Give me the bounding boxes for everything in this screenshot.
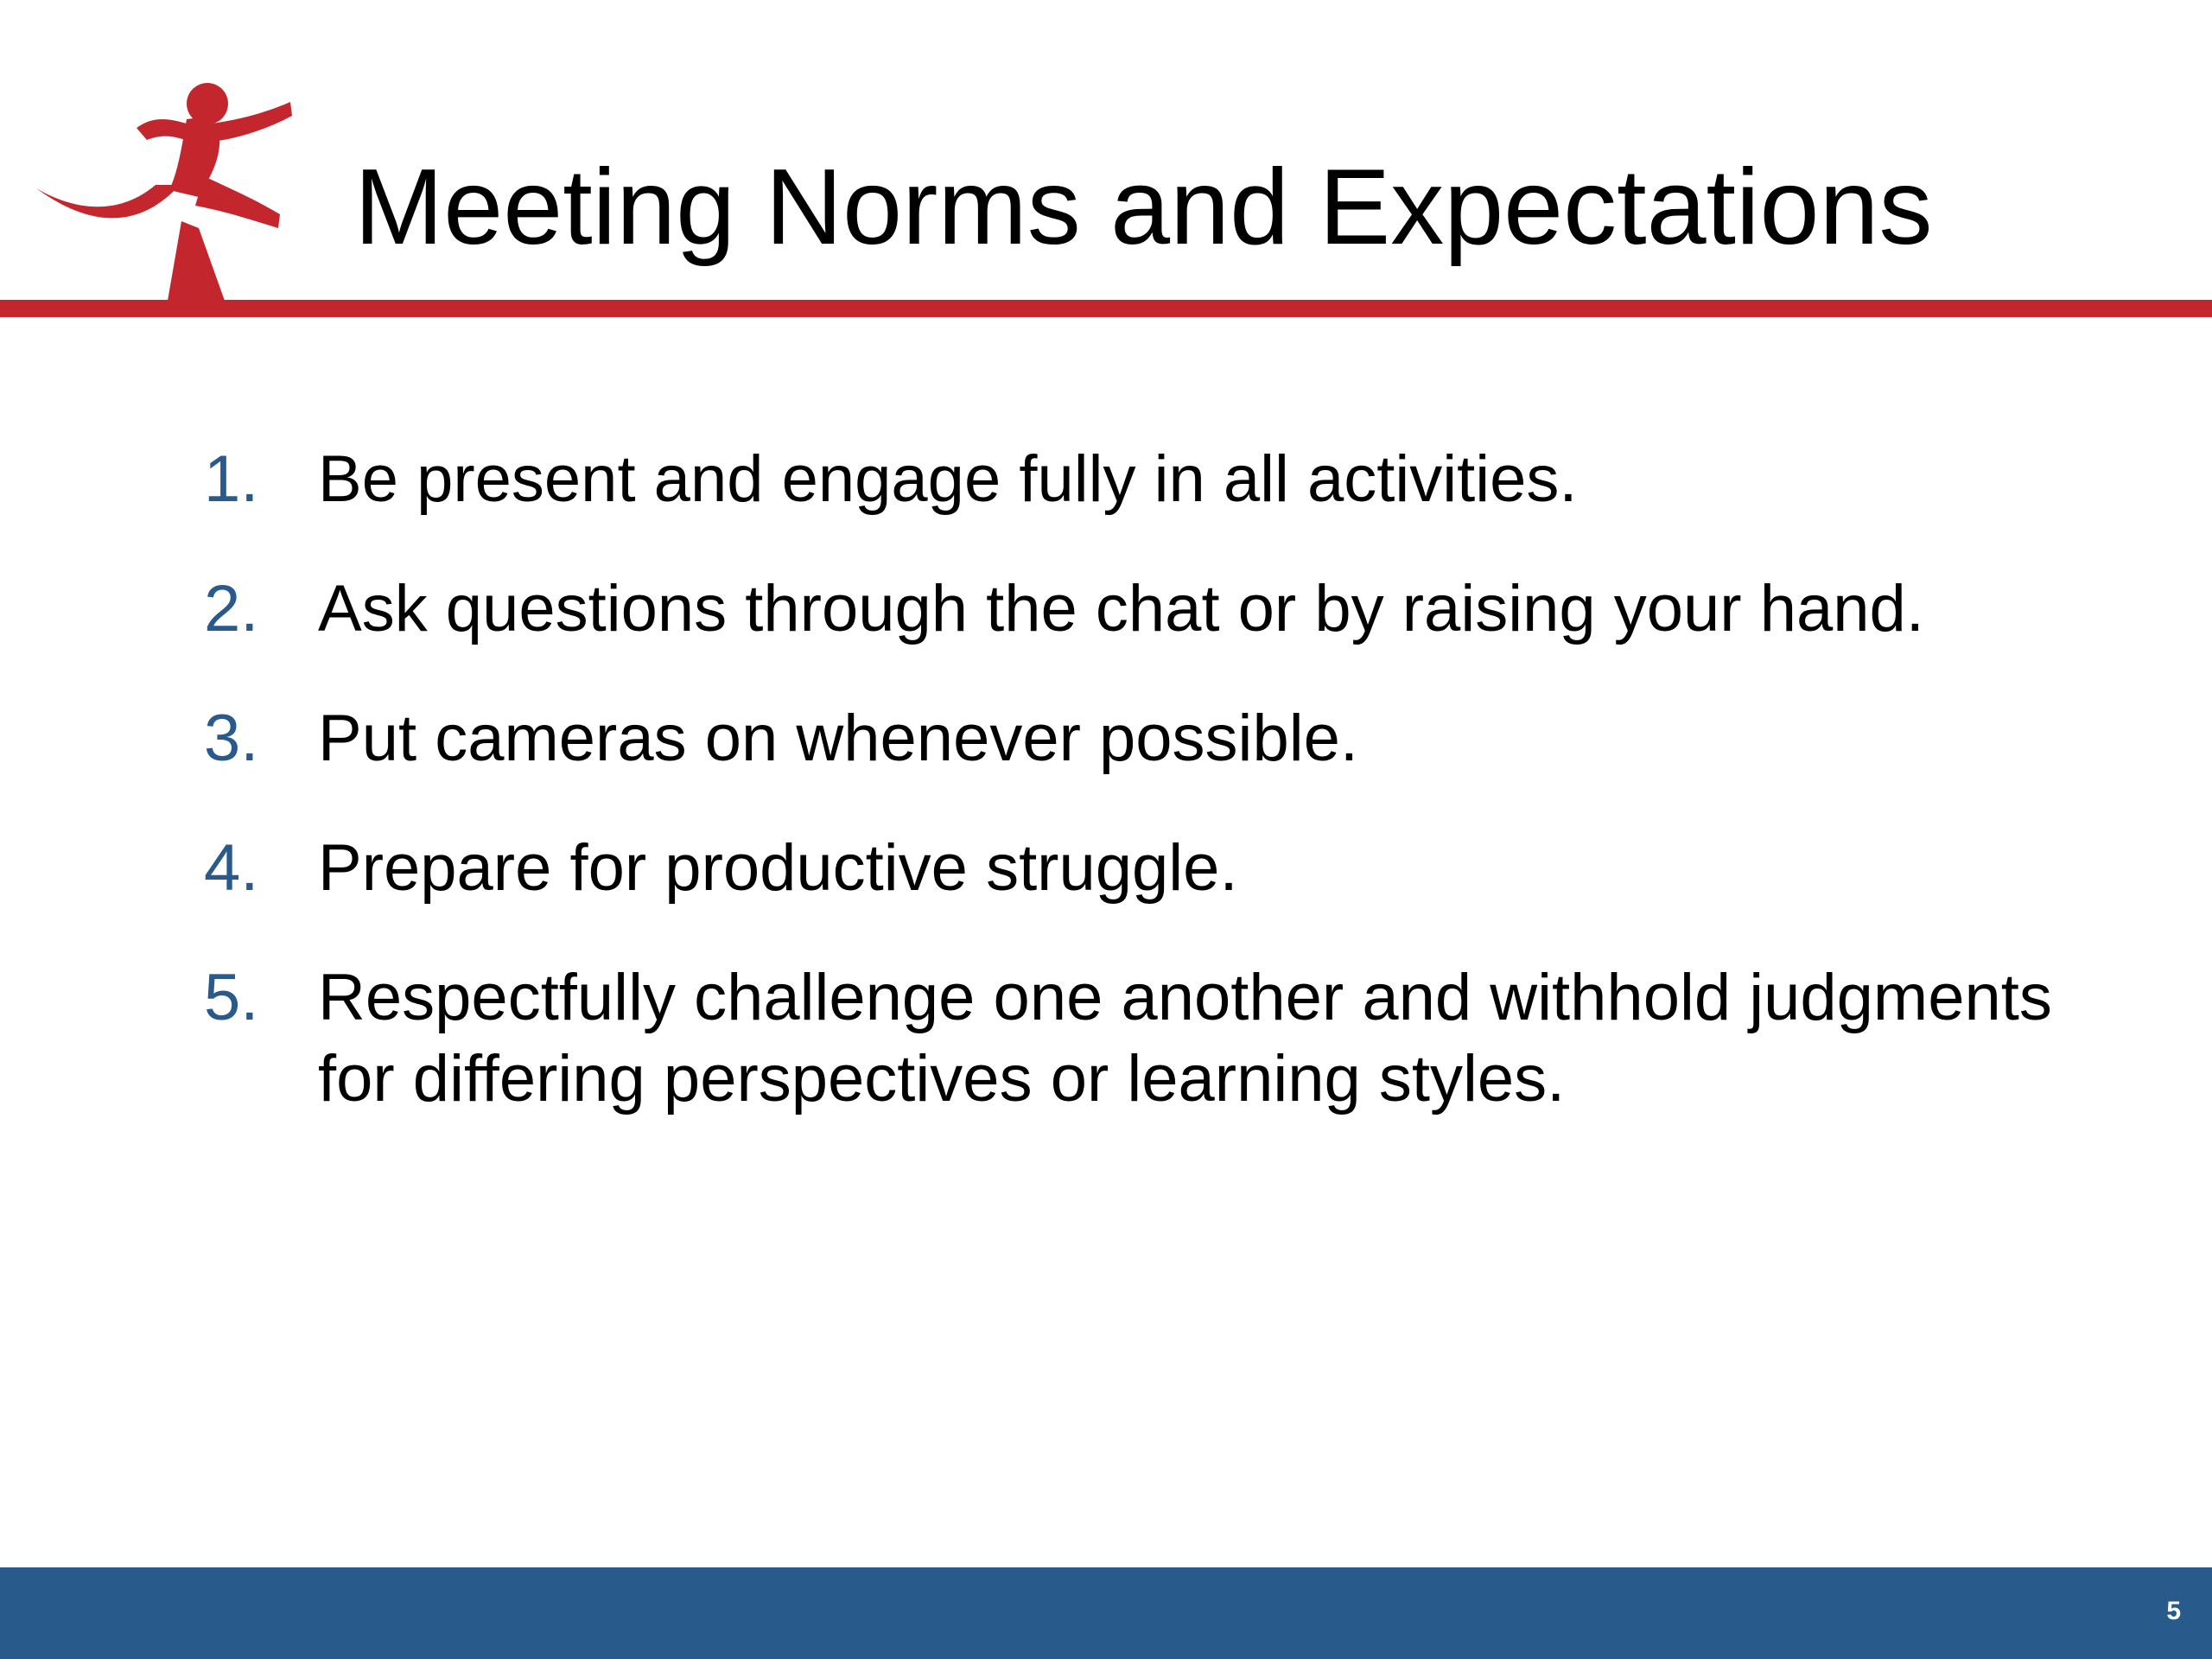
slide-title: Meeting Norms and Expectations [354,148,1933,267]
list-item [204,698,2122,779]
list-item-text: Ask questions through the chat or by raising your hand. [318,572,1924,645]
list-item-number: 5. [204,961,259,1034]
list-item-text: Prepare for productive struggle. [318,831,1238,905]
hurdler-logo-icon [35,76,302,308]
page-number: 5 [2166,1597,2181,1625]
norms-list [204,439,2122,1168]
list-item-text: Put cameras on whenever possible. [318,702,1358,775]
list-item-number: 1. [204,442,259,516]
list-item-text: Be present and engage fully in all activities. [318,442,1578,516]
footer-bar [0,1567,2212,1659]
list-item [204,439,2122,520]
list-item [204,957,2122,1120]
list-item-number: 3. [204,702,259,775]
list-item-number: 2. [204,572,259,645]
list-item [204,828,2122,909]
list-item-text: Respectfully challenge one another and withhold judgments for differing perspectives or learning styles. [318,961,2052,1116]
list-item [204,569,2122,650]
list-item-number: 4. [204,831,259,905]
title-divider [0,300,2212,317]
